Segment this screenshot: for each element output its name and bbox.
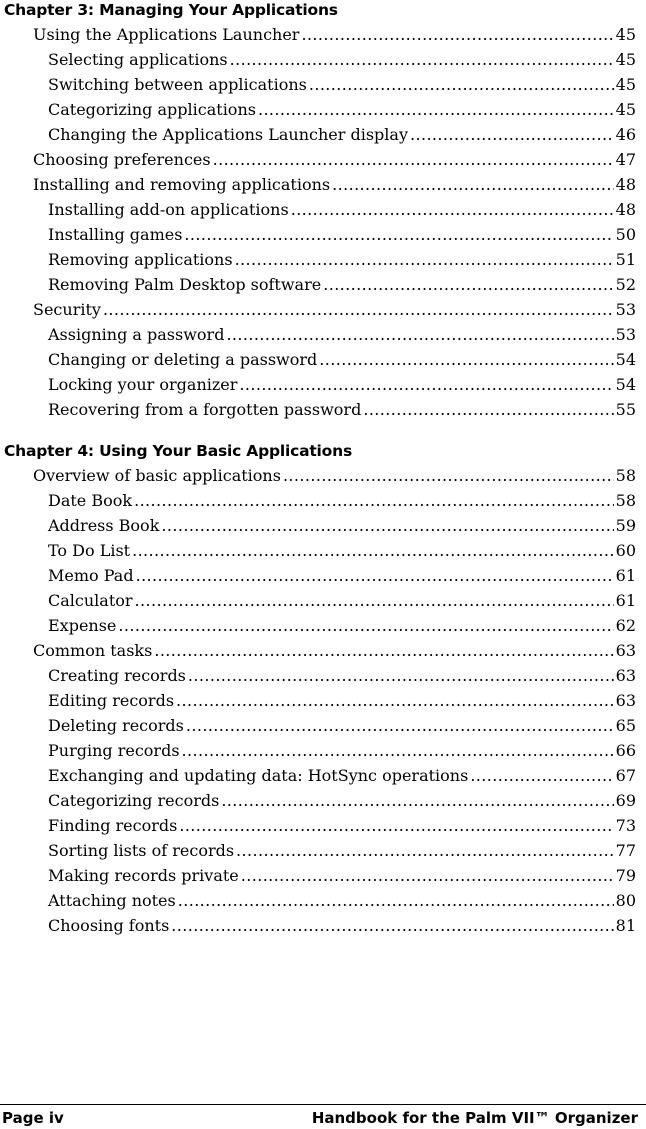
- leader-dots: [221, 788, 613, 813]
- leader-dots: [239, 372, 613, 397]
- toc-entry-label: Security: [33, 300, 101, 319]
- toc-entry[interactable]: [48, 888, 636, 913]
- toc-entry[interactable]: [48, 97, 636, 122]
- leader-dots: [236, 838, 614, 863]
- toc-entry-label: Expense: [48, 616, 117, 635]
- toc-entry-page: 62: [615, 616, 636, 635]
- toc-entry-page: 77: [615, 841, 636, 860]
- toc-entry-page: 81: [615, 916, 636, 935]
- toc-entry[interactable]: [33, 297, 636, 322]
- toc-entry-page: 47: [615, 150, 636, 169]
- leader-dots: [178, 888, 614, 913]
- toc-entry[interactable]: [48, 538, 636, 563]
- toc-entry-label: Selecting applications: [48, 50, 228, 69]
- toc-entry[interactable]: [48, 347, 636, 372]
- toc-entry-label: Recovering from a forgotten password: [48, 400, 362, 419]
- toc-entry[interactable]: [33, 147, 636, 172]
- toc-entry[interactable]: [48, 738, 636, 763]
- toc-entry[interactable]: [48, 788, 636, 813]
- leader-dots: [241, 863, 614, 888]
- toc-entry[interactable]: [48, 47, 636, 72]
- toc-entry-page: 63: [615, 666, 636, 685]
- toc-entry-page: 63: [615, 641, 636, 660]
- toc-entry[interactable]: [33, 172, 636, 197]
- toc-entry-page: 61: [615, 591, 636, 610]
- toc-entry-label: Categorizing records: [48, 791, 220, 810]
- toc-entry-label: Removing applications: [48, 250, 233, 269]
- leader-dots: [184, 222, 613, 247]
- toc-entry[interactable]: [48, 713, 636, 738]
- leader-dots: [176, 688, 614, 713]
- leader-dots: [323, 272, 613, 297]
- leader-dots: [230, 47, 614, 72]
- leader-dots: [319, 347, 613, 372]
- toc-entry[interactable]: [48, 863, 636, 888]
- toc-entry[interactable]: [48, 913, 636, 938]
- leader-dots: [161, 513, 613, 538]
- leader-dots: [235, 247, 614, 272]
- leader-dots: [118, 613, 613, 638]
- toc-entry-page: 51: [615, 250, 636, 269]
- toc-entry-page: 73: [615, 816, 636, 835]
- toc-entry-page: 61: [615, 566, 636, 585]
- toc-entry-page: 46: [615, 125, 636, 144]
- leader-dots: [283, 463, 614, 488]
- toc-entry[interactable]: [48, 372, 636, 397]
- toc-entry[interactable]: [33, 638, 636, 663]
- toc-entry-label: Exchanging and updating data: HotSync operations: [48, 766, 469, 785]
- leader-dots: [226, 322, 613, 347]
- toc-entry-label: Date Book: [48, 491, 133, 510]
- toc-entry-label: Changing the Applications Launcher display: [48, 125, 408, 144]
- leader-dots: [410, 122, 614, 147]
- leader-dots: [188, 663, 614, 688]
- chapter-heading: Chapter 4: Using Your Basic Applications: [4, 442, 352, 460]
- toc-entry-label: Choosing preferences: [33, 150, 211, 169]
- toc-entry-label: Changing or deleting a password: [48, 350, 318, 369]
- chapter-heading: Chapter 3: Managing Your Applications: [4, 1, 338, 19]
- leader-dots: [291, 197, 614, 222]
- leader-dots: [135, 588, 614, 613]
- toc-entry-page: 48: [615, 200, 636, 219]
- leader-dots: [134, 488, 614, 513]
- toc-entry-page: 45: [615, 100, 636, 119]
- leader-dots: [301, 22, 613, 47]
- toc-entry-page: 65: [615, 716, 636, 735]
- toc-entry[interactable]: [48, 588, 636, 613]
- toc-entry-label: Attaching notes: [48, 891, 176, 910]
- toc-entry-label: Categorizing applications: [48, 100, 256, 119]
- leader-dots: [132, 538, 614, 563]
- toc-entry-label: Choosing fonts: [48, 916, 170, 935]
- toc-entry[interactable]: [48, 563, 636, 588]
- toc-entry[interactable]: [48, 397, 636, 422]
- toc-entry-page: 54: [615, 375, 636, 394]
- toc-entry-label: Using the Applications Launcher: [33, 25, 300, 44]
- leader-dots: [470, 763, 613, 788]
- toc-entry[interactable]: [33, 22, 636, 47]
- toc-entry-page: 63: [615, 691, 636, 710]
- toc-entry[interactable]: [48, 813, 636, 838]
- toc-entry[interactable]: [48, 613, 636, 638]
- leader-dots: [136, 563, 614, 588]
- toc-entry-label: Installing add-on applications: [48, 200, 289, 219]
- toc-entry-page: 53: [615, 325, 636, 344]
- leader-dots: [179, 813, 613, 838]
- toc-entry-page: 45: [615, 25, 636, 44]
- toc-entry[interactable]: [48, 322, 636, 347]
- toc-entry[interactable]: [48, 247, 636, 272]
- toc-entry[interactable]: [48, 763, 636, 788]
- toc-entry[interactable]: [48, 272, 636, 297]
- toc-entry-label: Purging records: [48, 741, 180, 760]
- toc-entry-label: Installing and removing applications: [33, 175, 331, 194]
- toc-entry-label: Common tasks: [33, 641, 153, 660]
- toc-entry-label: To Do List: [48, 541, 131, 560]
- leader-dots: [103, 297, 614, 322]
- toc-entry[interactable]: [48, 197, 636, 222]
- footer-divider: [0, 1104, 646, 1105]
- toc-entry-label: Creating records: [48, 666, 186, 685]
- toc-entry-page: 80: [615, 891, 636, 910]
- toc-entry-page: 58: [615, 491, 636, 510]
- toc-entry-page: 55: [615, 400, 636, 419]
- toc-entry-label: Overview of basic applications: [33, 466, 281, 485]
- toc-entry-label: Locking your organizer: [48, 375, 238, 394]
- toc-entry-label: Making records private: [48, 866, 239, 885]
- toc-entry[interactable]: [33, 463, 636, 488]
- toc-entry-page: 66: [615, 741, 636, 760]
- leader-dots: [363, 397, 613, 422]
- toc-entry[interactable]: [48, 488, 636, 513]
- toc-entry-page: 50: [615, 225, 636, 244]
- toc-entry[interactable]: [48, 222, 636, 247]
- leader-dots: [258, 97, 614, 122]
- toc-entry-page: 60: [615, 541, 636, 560]
- leader-dots: [309, 72, 614, 97]
- toc-entry-label: Switching between applications: [48, 75, 307, 94]
- toc-entry-page: 58: [615, 466, 636, 485]
- toc-entry[interactable]: [48, 663, 636, 688]
- leader-dots: [182, 738, 614, 763]
- toc-entry[interactable]: [48, 838, 636, 863]
- toc-entry-page: 52: [615, 275, 636, 294]
- toc-entry[interactable]: [48, 688, 636, 713]
- toc-entry[interactable]: [48, 122, 636, 147]
- toc-entry-label: Sorting lists of records: [48, 841, 235, 860]
- toc-entry-page: 53: [615, 300, 636, 319]
- toc-entry-page: 48: [615, 175, 636, 194]
- toc-entry-page: 67: [615, 766, 636, 785]
- toc-entry-label: Finding records: [48, 816, 178, 835]
- leader-dots: [154, 638, 613, 663]
- toc-entry-label: Editing records: [48, 691, 175, 710]
- toc-entry-label: Calculator: [48, 591, 133, 610]
- leader-dots: [213, 147, 614, 172]
- toc-entry-page: 45: [615, 50, 636, 69]
- leader-dots: [332, 172, 614, 197]
- toc-entry-page: 69: [615, 791, 636, 810]
- footer-book-title: Handbook for the Palm VII™ Organizer: [311, 1109, 638, 1127]
- toc-entry-page: 59: [615, 516, 636, 535]
- toc-entry-label: Removing Palm Desktop software: [48, 275, 322, 294]
- toc-entry-label: Installing games: [48, 225, 183, 244]
- leader-dots: [171, 913, 613, 938]
- toc-entry-label: Address Book: [48, 516, 160, 535]
- footer-page-number: Page iv: [2, 1109, 64, 1127]
- toc-entry[interactable]: [48, 72, 636, 97]
- toc-entry-page: 45: [615, 75, 636, 94]
- toc-entry-page: 54: [615, 350, 636, 369]
- toc-entry-page: 79: [615, 866, 636, 885]
- toc-entry[interactable]: [48, 513, 636, 538]
- toc-entry-label: Deleting records: [48, 716, 184, 735]
- toc-entry-label: Memo Pad: [48, 566, 134, 585]
- toc-entry-label: Assigning a password: [48, 325, 225, 344]
- leader-dots: [186, 713, 614, 738]
